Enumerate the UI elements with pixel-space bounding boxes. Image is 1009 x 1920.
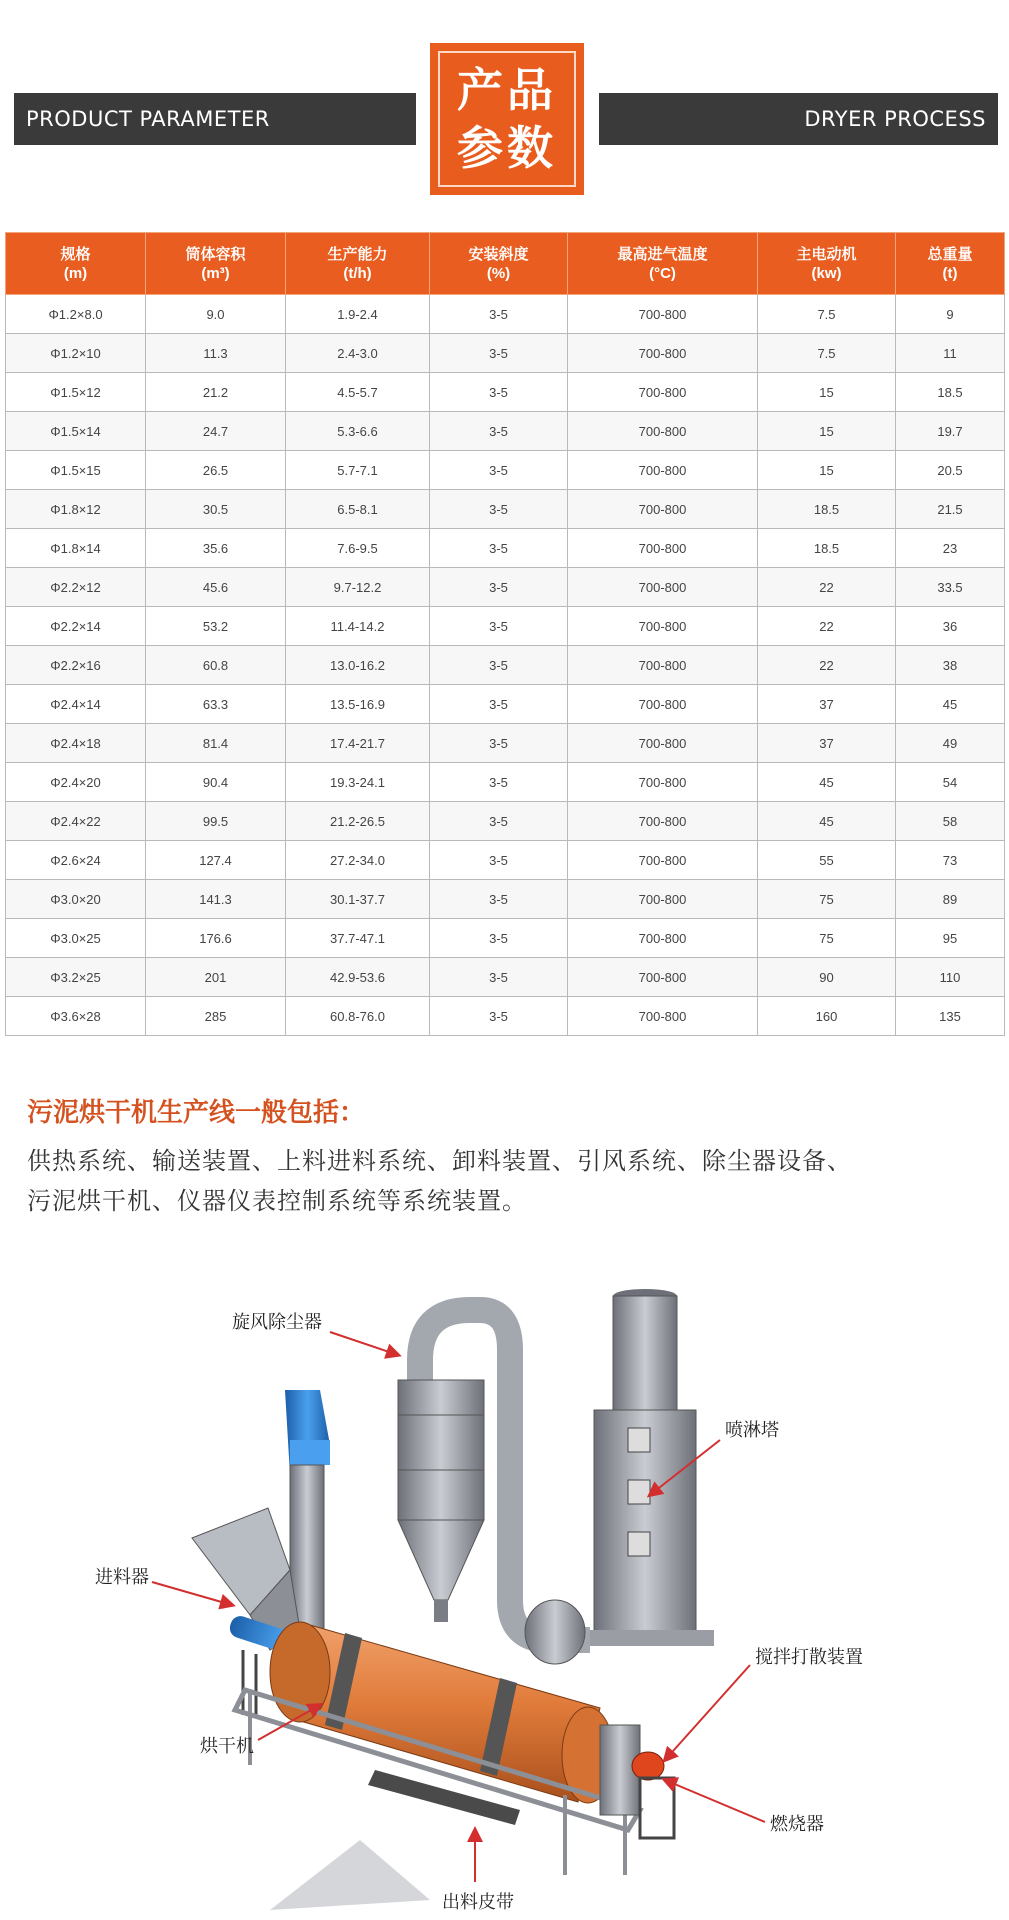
column-header [896,233,1005,295]
page-title-line1: 产品 [457,63,557,117]
breaker-label-group [665,1647,863,1760]
column-header [146,233,286,295]
column-header [758,233,896,295]
table-cell: 141.3 [146,880,286,919]
table-cell: 90 [758,958,896,997]
table-cell: 22 [758,568,896,607]
discharge-label-group [442,1830,514,1913]
table-cell: 95 [896,919,1005,958]
table-cell: 49 [896,724,1005,763]
table-header-row [6,233,1005,295]
table-cell: 3-5 [430,880,568,919]
table-cell: 11 [896,334,1005,373]
table-cell: 160 [758,997,896,1036]
table-cell: 37 [758,685,896,724]
column-header-name: 生产能力 [327,245,388,263]
table-cell: 3-5 [430,841,568,880]
table-row [6,802,1005,841]
table-cell: Φ1.2×10 [6,334,146,373]
table-cell: 15 [758,451,896,490]
table-cell: 90.4 [146,763,286,802]
table-row [6,490,1005,529]
table-row [6,685,1005,724]
table-cell: Φ3.0×20 [6,880,146,919]
table-cell: 135 [896,997,1005,1036]
table-cell: 3-5 [430,412,568,451]
table-cell: 3-5 [430,685,568,724]
breaker-label: 搅拌打散装置 [755,1647,863,1668]
table-cell: 22 [758,646,896,685]
table-cell: 37 [758,724,896,763]
table-cell: 127.4 [146,841,286,880]
cyclone-label-group [232,1312,398,1355]
column-header [286,233,430,295]
table-row [6,880,1005,919]
table-row [6,412,1005,451]
column-header-unit: (t) [942,264,958,282]
table-cell: 99.5 [146,802,286,841]
table-cell: 36 [896,607,1005,646]
table-cell: 45.6 [146,568,286,607]
column-header-unit: (%) [486,264,511,282]
table-cell: Φ2.2×14 [6,607,146,646]
table-cell: 11.4-14.2 [286,607,430,646]
table-row [6,724,1005,763]
product-parameter-banner [14,93,416,145]
column-header [6,233,146,295]
table-cell: Φ1.8×14 [6,529,146,568]
table-cell: 75 [758,880,896,919]
table-cell: 18.5 [896,373,1005,412]
material-pile [270,1840,430,1910]
column-header [568,233,758,295]
table-cell: 23 [896,529,1005,568]
product-parameter-label: PRODUCT PARAMETER [26,107,270,131]
table-cell: 9.7-12.2 [286,568,430,607]
table-cell: 700-800 [568,685,758,724]
table-cell: Φ2.4×14 [6,685,146,724]
table-cell: 700-800 [568,334,758,373]
column-header-name: 总重量 [927,245,973,263]
table-cell: 700-800 [568,958,758,997]
table-cell: 3-5 [430,568,568,607]
table-cell: 54 [896,763,1005,802]
table-cell: 700-800 [568,802,758,841]
section-title: 污泥烘干机生产线一般包括： [27,1098,366,1128]
column-header-unit: (m³) [201,264,230,282]
table-cell: Φ1.5×12 [6,373,146,412]
table-cell: 3-5 [430,802,568,841]
table-cell: 63.3 [146,685,286,724]
table-cell: 3-5 [430,607,568,646]
table-cell: 3-5 [430,295,568,334]
table-cell: 18.5 [758,529,896,568]
table-cell: Φ1.5×14 [6,412,146,451]
dryer-process-banner [599,93,998,145]
table-cell: 176.6 [146,919,286,958]
table-cell: 700-800 [568,295,758,334]
dryer-label: 烘干机 [200,1736,254,1757]
table-cell: 700-800 [568,997,758,1036]
column-header-unit: (t/h) [343,264,372,282]
table-cell: 3-5 [430,529,568,568]
table-cell: 4.5-5.7 [286,373,430,412]
table-row [6,568,1005,607]
table-cell: 33.5 [896,568,1005,607]
table-cell: 55 [758,841,896,880]
induced-draft-fan [525,1600,585,1664]
table-cell: 700-800 [568,607,758,646]
table-cell: 11.3 [146,334,286,373]
table-cell: 700-800 [568,880,758,919]
table-cell: 81.4 [146,724,286,763]
table-cell: 3-5 [430,919,568,958]
table-cell: 19.7 [896,412,1005,451]
table-cell: 75 [758,919,896,958]
table-cell: 13.5-16.9 [286,685,430,724]
table-cell: 9 [896,295,1005,334]
table-cell: Φ2.4×22 [6,802,146,841]
feeder-label-group [95,1567,232,1605]
cyclone-label: 旋风除尘器 [232,1312,322,1333]
table-cell: 27.2-34.0 [286,841,430,880]
column-header-name: 规格 [60,245,91,263]
table-row [6,529,1005,568]
burner-label: 燃烧器 [770,1814,824,1835]
table-cell: 700-800 [568,919,758,958]
page-title-badge [430,43,584,195]
table-cell: 21.2-26.5 [286,802,430,841]
burner-assembly [600,1725,674,1838]
table-cell: 700-800 [568,490,758,529]
table-cell: 7.6-9.5 [286,529,430,568]
dryer-process-label: DRYER PROCESS [804,107,986,131]
table-cell: Φ2.6×24 [6,841,146,880]
table-cell: 38 [896,646,1005,685]
table-cell: 45 [896,685,1005,724]
table-cell: Φ2.2×12 [6,568,146,607]
table-cell: 60.8 [146,646,286,685]
cyclone-dust-collector [398,1380,484,1622]
table-cell: 285 [146,997,286,1036]
table-cell: 700-800 [568,841,758,880]
table-row [6,607,1005,646]
discharge-belt-label: 出料皮带 [442,1892,514,1913]
page-title-line2: 参数 [457,121,557,175]
table-cell: 17.4-21.7 [286,724,430,763]
column-header-unit: (kw) [811,264,842,282]
table-cell: 6.5-8.1 [286,490,430,529]
table-row [6,373,1005,412]
table-cell: 45 [758,802,896,841]
table-cell: 24.7 [146,412,286,451]
table-cell: 5.3-6.6 [286,412,430,451]
column-header-unit: (m) [63,264,88,282]
table-cell: 3-5 [430,958,568,997]
burner-label-group [665,1780,824,1835]
table-cell: 35.6 [146,529,286,568]
table-cell: 5.7-7.1 [286,451,430,490]
table-cell: 3-5 [430,646,568,685]
table-row [6,646,1005,685]
table-cell: 60.8-76.0 [286,997,430,1036]
table-cell: 700-800 [568,568,758,607]
table-row [6,451,1005,490]
table-cell: 15 [758,373,896,412]
table-cell: 30.1-37.7 [286,880,430,919]
table-cell: 22 [758,607,896,646]
table-cell: Φ2.2×16 [6,646,146,685]
spray-tower [578,1289,714,1646]
table-cell: 700-800 [568,373,758,412]
table-cell: 7.5 [758,334,896,373]
table-cell: 1.9-2.4 [286,295,430,334]
table-cell: 3-5 [430,451,568,490]
table-cell: 700-800 [568,451,758,490]
table-cell: Φ3.6×28 [6,997,146,1036]
column-header-name: 主电动机 [796,245,857,263]
table-cell: 15 [758,412,896,451]
dryer-process-diagram [0,1270,1009,1920]
table-cell: 18.5 [758,490,896,529]
table-cell: 700-800 [568,412,758,451]
column-header-unit: (°C) [649,264,676,282]
table-cell: 2.4-3.0 [286,334,430,373]
table-cell: 73 [896,841,1005,880]
table-cell: 53.2 [146,607,286,646]
table-cell: 13.0-16.2 [286,646,430,685]
table-cell: 20.5 [896,451,1005,490]
table-cell: Φ1.8×12 [6,490,146,529]
table-row [6,334,1005,373]
section-line-2: 污泥烘干机、仪器仪表控制系统等系统装置。 [27,1187,527,1215]
feeder-label: 进料器 [95,1567,149,1588]
table-cell: Φ2.4×20 [6,763,146,802]
column-header-name: 筒体容积 [185,245,246,263]
table-row [6,958,1005,997]
table-cell: 3-5 [430,997,568,1036]
table-cell: 700-800 [568,646,758,685]
table-cell: 3-5 [430,334,568,373]
table-cell: 110 [896,958,1005,997]
table-cell: Φ1.5×15 [6,451,146,490]
table-cell: 45 [758,763,896,802]
table-row [6,295,1005,334]
table-cell: 7.5 [758,295,896,334]
table-row [6,919,1005,958]
spray-tower-label: 喷淋塔 [725,1420,779,1441]
table-cell: 58 [896,802,1005,841]
table-row [6,763,1005,802]
table-cell: 26.5 [146,451,286,490]
table-cell: 700-800 [568,529,758,568]
table-cell: 700-800 [568,724,758,763]
table-cell: 9.0 [146,295,286,334]
table-cell: Φ3.2×25 [6,958,146,997]
table-cell: 19.3-24.1 [286,763,430,802]
table-body [6,295,1005,1036]
column-header [430,233,568,295]
table-cell: 30.5 [146,490,286,529]
table-cell: 42.9-53.6 [286,958,430,997]
table-cell: 3-5 [430,763,568,802]
table-cell: Φ1.2×8.0 [6,295,146,334]
table-cell: 89 [896,880,1005,919]
column-header-name: 最高进气温度 [617,245,708,263]
table-cell: Φ2.4×18 [6,724,146,763]
table-cell: 3-5 [430,373,568,412]
table-row [6,997,1005,1036]
section-line-1: 供热系统、输送装置、上料进料系统、卸料装置、引风系统、除尘器设备、 [27,1147,852,1175]
table-cell: 201 [146,958,286,997]
table-cell: 700-800 [568,763,758,802]
column-header-name: 安装斜度 [468,245,529,263]
table-cell: 3-5 [430,490,568,529]
parameter-table [5,232,1005,1036]
table-cell: 21.5 [896,490,1005,529]
table-cell: Φ3.0×25 [6,919,146,958]
table-row [6,841,1005,880]
table-cell: 21.2 [146,373,286,412]
table-cell: 3-5 [430,724,568,763]
table-cell: 37.7-47.1 [286,919,430,958]
